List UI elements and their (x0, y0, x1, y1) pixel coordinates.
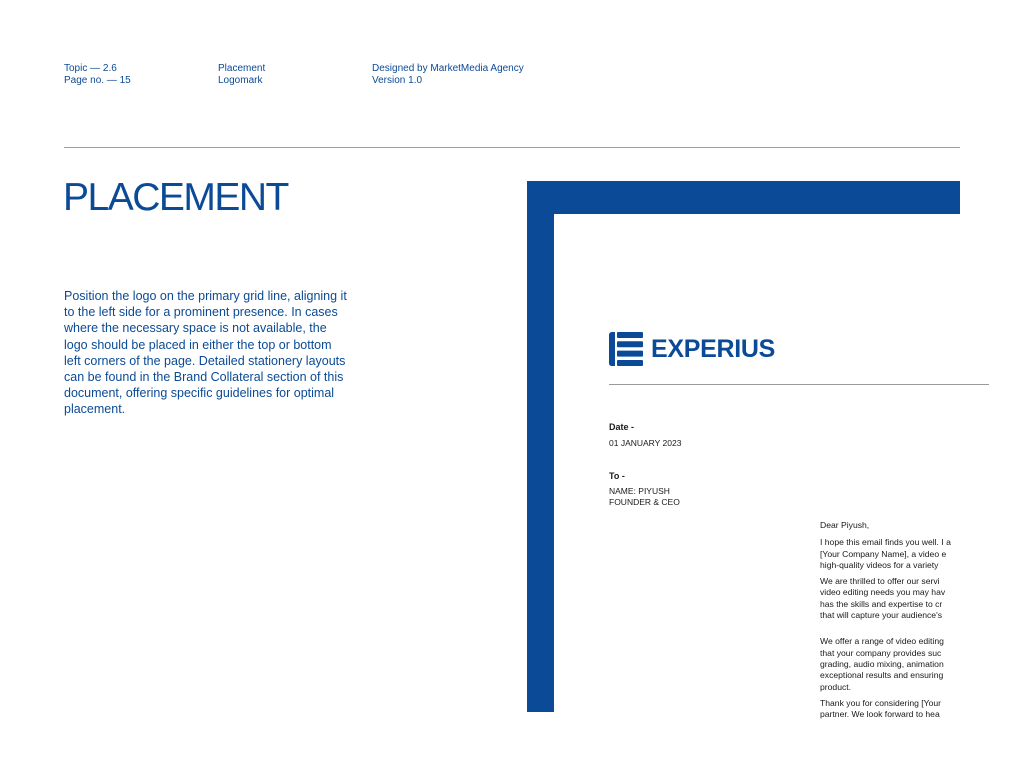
recipient-label: To - (609, 471, 625, 481)
letter-line: has the skills and expertise to cr (820, 598, 943, 609)
letterhead-sheet (554, 214, 974, 734)
stacked-bars-logomark-icon (609, 332, 643, 366)
placement-description: Position the logo on the primary grid line, aligning it to the left side for a prominent presence. In cases where the necessary space is not available, the logo should be placed in either the top or bottom left corners of the page. Detailed stationery layouts can be found in the Brand Collateral section of this document, offering specific guidelines for optimal placement. (64, 289, 347, 417)
version-label: Version 1.0 (372, 75, 423, 86)
letter-line: exceptional results and ensuring (820, 670, 944, 681)
letter-line: [Your Company Name], a video e (820, 548, 947, 559)
letter-line: video editing needs you may hav (820, 587, 946, 598)
date-label: Date - (609, 422, 635, 432)
letter-paragraph (820, 698, 1020, 721)
section-name: Placement (218, 63, 266, 74)
letter-line: high-quality videos for a variety (820, 559, 939, 570)
logo-wordmark: EXPERIUS (651, 335, 776, 363)
letter-line: that will capture your audience's (820, 610, 943, 621)
letterhead-divider (609, 384, 989, 385)
recipient-block (609, 486, 680, 508)
letter-line: product. (820, 681, 852, 692)
letter-line: We offer a range of video editing (820, 636, 944, 647)
letter-paragraph (820, 636, 1020, 692)
letter-line: that your company provides suc (820, 647, 942, 658)
page-title: PLACEMENT (63, 176, 288, 219)
letter-paragraph (820, 537, 1020, 571)
designer-credit: Designed by MarketMedia Agency (372, 63, 524, 74)
page-number: Page no. — 15 (64, 75, 131, 86)
subsection-name: Logomark (218, 75, 263, 86)
letter-line: grading, audio mixing, animation (820, 658, 944, 669)
letter-body (820, 520, 1020, 725)
recipient-title: FOUNDER & CEO (609, 497, 680, 507)
date-value: 01 JANUARY 2023 (609, 438, 682, 448)
topic-number: Topic — 2.6 (64, 63, 117, 74)
letter-line: Thank you for considering [Your (820, 697, 942, 708)
letter-line: We are thrilled to offer our servi (820, 576, 940, 587)
header-divider (64, 147, 960, 148)
letter-paragraph (820, 576, 1020, 621)
experius-logo (609, 332, 775, 366)
meta-topic-block (64, 63, 131, 87)
letter-greeting: Dear Piyush, (820, 520, 870, 530)
letter-line: partner. We look forward to hea (820, 709, 940, 720)
recipient-name: NAME: PIYUSH (609, 486, 670, 496)
meta-credit-block (372, 63, 524, 87)
stationery-mockup (527, 181, 960, 720)
letter-line: I hope this email finds you well. I a (820, 537, 951, 548)
meta-section-block (218, 63, 265, 87)
